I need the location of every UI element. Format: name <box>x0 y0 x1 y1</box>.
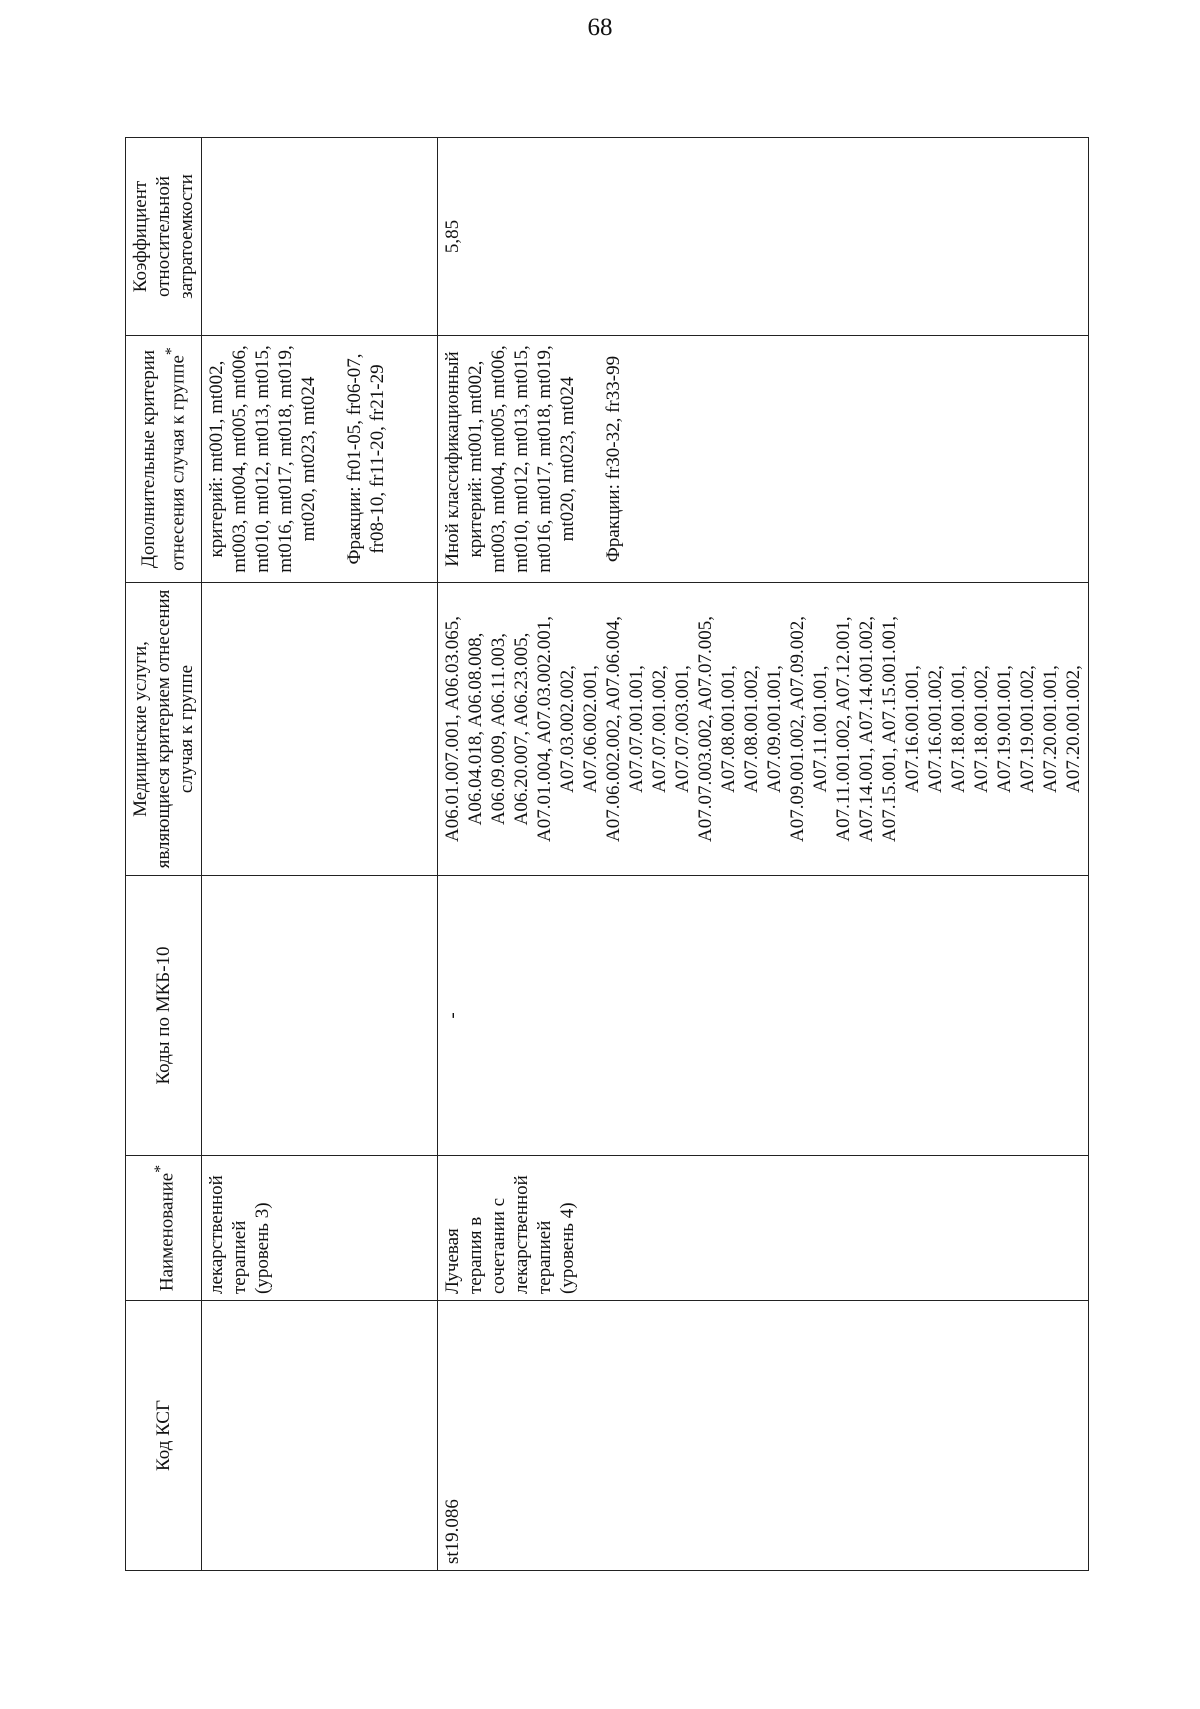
service-code-line: A06.20.007, A06.23.005, <box>511 632 532 826</box>
header-coef: Коэффициент относительной затратоемкости <box>126 138 202 336</box>
service-code-line: A07.09.001.001, <box>764 665 785 793</box>
criteria-main: критерий: mt001, mt002, mt003, mt004, mt005, mt006, mt010, mt012, mt013, mt015, mt016, mt017, mt018, mt019, mt020, mt023, mt024 <box>206 345 319 573</box>
cell-criteria <box>438 336 1089 583</box>
service-code-line: A07.09.001.002, A07.09.002, <box>787 616 808 842</box>
cell-name: лекарственной терапией (уровень 3) <box>202 1156 438 1301</box>
service-code-line: A07.08.001.001, <box>718 665 739 793</box>
service-code-line: A07.16.001.001, <box>902 665 923 793</box>
cell-services <box>438 583 1089 876</box>
table-row <box>438 138 1089 1571</box>
cell-mkb: - <box>438 876 1089 1156</box>
service-code-line: A06.09.009, A06.11.003, <box>488 633 509 825</box>
header-name <box>126 1156 202 1301</box>
service-code-line: A07.06.002.001, <box>580 665 601 793</box>
header-criteria <box>126 336 202 583</box>
service-code-line: A07.11.001.001, <box>810 665 831 793</box>
header-name-text: Наименование <box>156 1172 178 1292</box>
service-code-line: A06.01.007.001, A06.03.065, <box>442 616 463 842</box>
header-criteria-text: Дополнительные критерии отнесения случая к группе <box>138 349 189 571</box>
service-code-line: A07.20.001.002, <box>1063 665 1084 793</box>
header-name-mark: * <box>151 1164 169 1173</box>
criteria-main: критерий: mt001, mt002, mt003, mt004, mt005, mt006, mt010, mt012, mt013, mt015, mt016, mt017, mt018, mt019, mt020, mt023, mt024 <box>465 345 578 573</box>
service-code-line: A07.08.001.002, <box>741 665 762 793</box>
cell-code <box>202 1301 438 1571</box>
service-code-line: A07.19.001.002, <box>1017 665 1038 793</box>
rotated-table-frame <box>125 138 1084 1571</box>
cell-services <box>202 583 438 876</box>
cell-coef: 5,85 <box>438 138 1089 336</box>
service-code-line: A07.03.002.002, <box>557 665 578 793</box>
service-code-line: A07.07.003.001, <box>672 665 693 793</box>
cell-mkb <box>202 876 438 1156</box>
header-code: Код КСГ <box>126 1301 202 1571</box>
service-code-line: A07.19.001.001, <box>994 665 1015 793</box>
criteria-fractions: Фракции: fr01-05, fr06-07, fr08-10, fr11-20, fr21-29 <box>344 353 388 565</box>
services-list <box>441 589 1085 869</box>
header-criteria-mark: * <box>163 347 181 356</box>
service-code-line: A07.07.003.002, A07.07.005, <box>695 616 716 842</box>
page-number: 68 <box>587 14 613 41</box>
service-code-line: A07.15.001, A07.15.001.001, <box>879 616 900 842</box>
table-row <box>202 138 438 1571</box>
cell-name: Лучевая терапия в сочетании с лекарственной терапией (уровень 4) <box>438 1156 1089 1301</box>
service-code-line: A06.04.018, A06.08.008, <box>465 632 486 826</box>
criteria-title: Иной классификационный <box>442 351 463 567</box>
criteria-fractions: Фракции: fr30-32, fr33-99 <box>603 355 624 563</box>
service-code-line: A07.18.001.001, <box>948 665 969 793</box>
cell-criteria <box>202 336 438 583</box>
service-code-line: A07.18.001.002, <box>971 665 992 793</box>
cell-code: st19.086 <box>438 1301 1089 1571</box>
service-code-line: A07.06.002.002, A07.06.004, <box>603 616 624 842</box>
service-code-line: A07.20.001.001, <box>1040 665 1061 793</box>
service-code-line: A07.11.001.002, A07.12.001, <box>833 616 854 842</box>
header-services: Медицинские услуги, являющиеся критерием отнесения случая к группе <box>126 583 202 876</box>
service-code-line: A07.16.001.002, <box>925 665 946 793</box>
header-mkb: Коды по МКБ-10 <box>126 876 202 1156</box>
service-code-line: A07.07.001.002, <box>649 665 670 793</box>
cell-coef <box>202 138 438 336</box>
table-header-row <box>126 138 202 1571</box>
ksg-table <box>125 137 1089 1571</box>
service-code-line: A07.07.001.001, <box>626 665 647 793</box>
service-code-line: A07.01.004, A07.03.002.001, <box>534 616 555 842</box>
service-code-line: A07.14.001, A07.14.001.002, <box>856 616 877 842</box>
rotated-table-content <box>125 138 1084 1571</box>
